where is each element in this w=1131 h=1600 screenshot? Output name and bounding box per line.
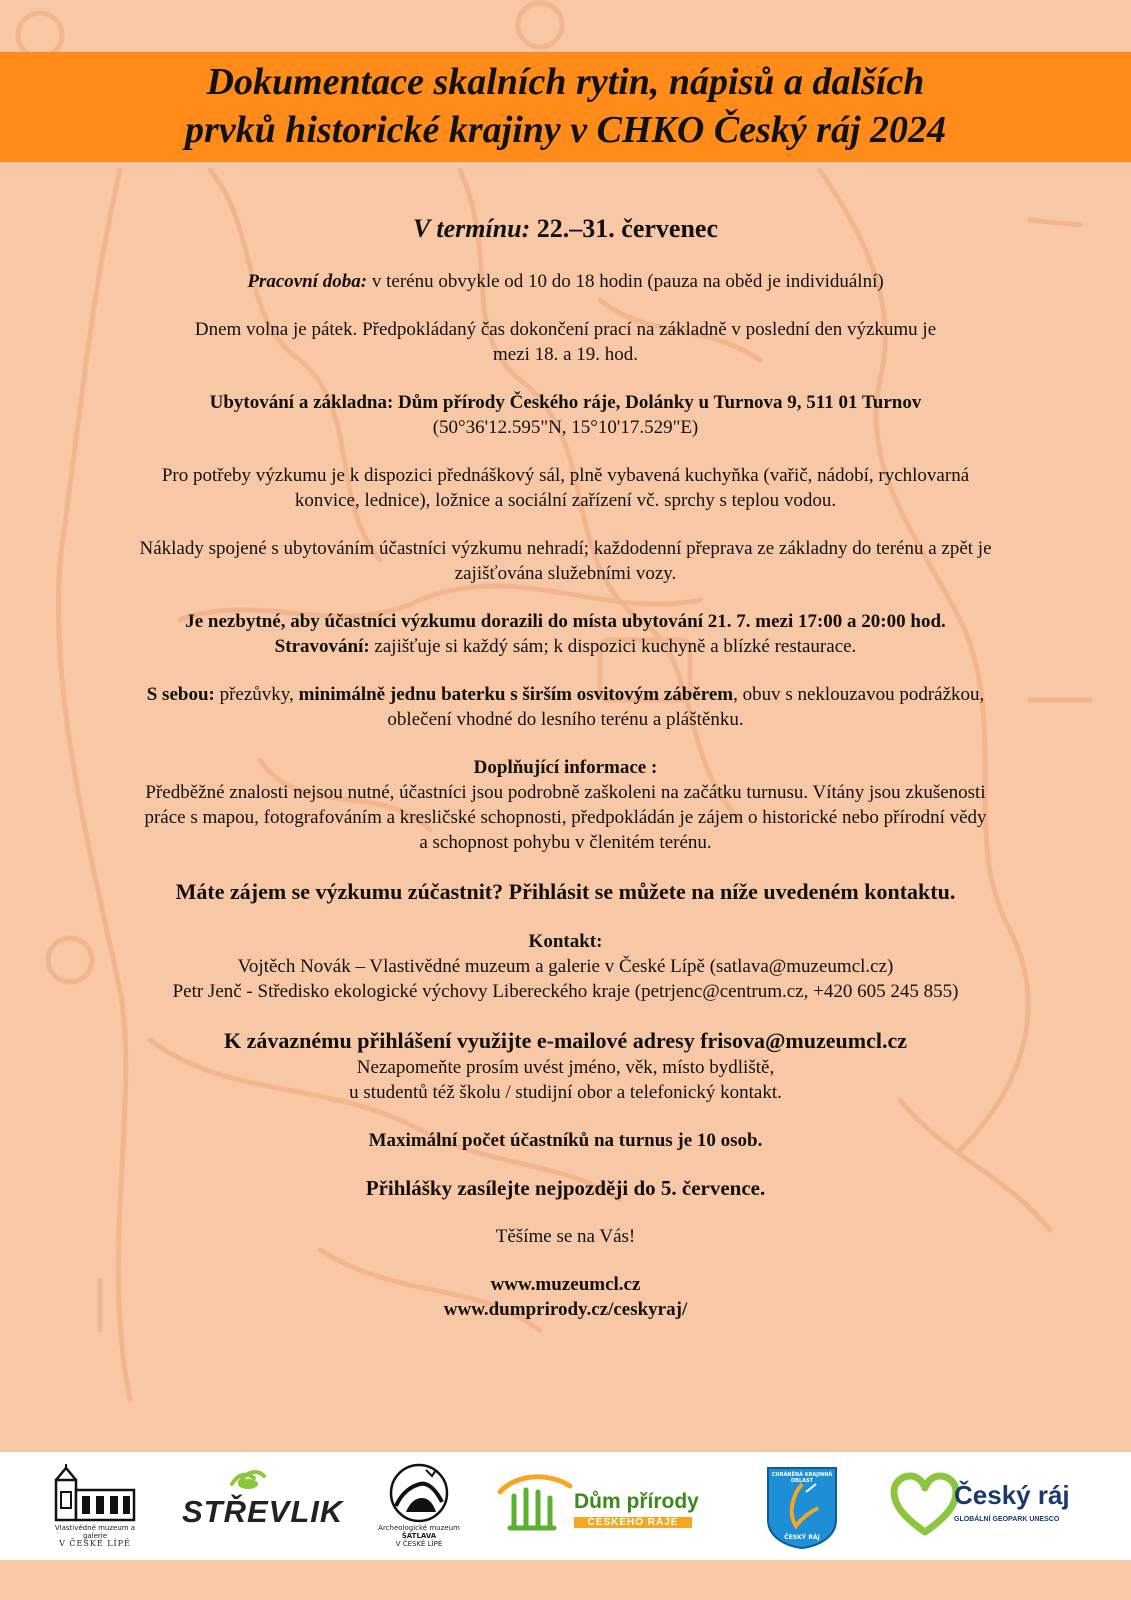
geopark-subtitle: GLOBÁLNÍ GEOPARK UNESCO [954, 1516, 1060, 1523]
hand-icon [496, 1466, 576, 1536]
arrival-info: Je nezbytné, aby účastníci výzkumu dorazili do místa ubytování 21. 7. mezi 17:00 a 20:00 hod. [185, 611, 946, 632]
registration-heading: K závaznému přihlášení využijte e-mailové adresy frisova@muzeumcl.cz [224, 1028, 907, 1053]
geopark-logo [890, 1462, 1080, 1550]
dum-prirody-wordmark: Dům přírody [574, 1490, 699, 1513]
arrival-meals-info: Je nezbytné, aby účastníci výzkumu dorazili do místa ubytování 21. 7. mezi 17:00 a 20:00 hod. Stravování: zajišťuje si každý sám; k dispozici kuchyně a blízké restaurace. [185, 611, 946, 657]
working-hours: Pracovní doba: v terénu obvykle od 10 do 18 hodin (pauza na oběd je individuální) [247, 271, 884, 292]
museum-building-icon [50, 1462, 140, 1524]
page-title: Dokumentace skalních rytin, nápisů a dalších prvků historické krajiny v CHKO Český ráj 2024 [184, 61, 947, 151]
geopark-wordmark: Český ráj [954, 1480, 1070, 1510]
chko-ring-text: CHRÁNĚNÁ KRAJINNÁ OBLAST [771, 1472, 833, 1484]
contact-info: Kontakt: Vojtěch Novák – Vlastivědné muzeum a galerie v České Lípě (satlava@muzeumcl.cz) Petr Jenč - Středisko ekologické výchovy Libereckého kraje (petrjenc@centrum.cz, +420 605 245 855) [172, 931, 959, 1002]
day-off-info: Dnem volna je pátek. Předpokládaný čas dokončení prací na základně v poslední den výzkumu je mezi 18. a 19. hod. [194, 319, 937, 365]
accommodation-info: Ubytování a základna: Dům přírody Českého ráje, Dolánky u Turnova 9, 511 01 Turnov (50°36'12.595"N, 15°10'17.529"E) [209, 392, 922, 438]
registration-info: K závaznému přihlášení využijte e-mailové adresy frisova@muzeumcl.cz Nezapomeňte prosím uvést jméno, věk, místo bydliště, u studentů též školu / studijní obor a telefonický kontakt. [224, 1028, 907, 1103]
term-value: 22.–31. červenec [536, 214, 718, 243]
bring-info: S sebou: přezůvky, minimálně jednu baterku s širším osvitovým záběrem, obuv s neklouzavou podrážkou, oblečení vhodné do lesního terénu a pláštěnku. [146, 684, 985, 730]
dum-prirody-logo [496, 1462, 706, 1550]
title-banner [0, 52, 1131, 162]
term-line [40, 212, 1091, 246]
costs-info: Náklady spojené s ubytováním účastníci výzkumu nehradí; každodenní přeprava ze základny do terénu a zpět je zajišťována služebními vozy. [139, 538, 992, 584]
additional-heading: Doplňující informace : [473, 757, 658, 778]
strevlik-logo [182, 1462, 344, 1550]
max-participants: Maximální počet účastníků na turnus je 10 osob. [368, 1130, 763, 1151]
website-link-dumprirody[interactable]: www.dumprirody.cz/ceskyraj/ [443, 1299, 688, 1320]
greeting: Těšíme se na Vás! [495, 1226, 636, 1247]
satlava-emblem-icon [376, 1462, 462, 1524]
main-content [40, 212, 1091, 1322]
additional-info: Doplňující informace : Předběžné znalosti nejsou nutné, účastníci jsou podrobně zaškoleni na začátku turnusu. Vítány jsou zkušenosti práce s mapou, fotografováním a kresličské schopnosti, předpokládán je zájem o historické nebo přírodní vědy a schopnost pohybu v členitém terénu. [144, 757, 987, 853]
deadline: Přihlášky zasílejte nejpozději do 5. července. [365, 1176, 766, 1200]
satlava-logo: Archeologické muzeum ŠATLAVA V ČESKÉ LÍPĚ [376, 1462, 462, 1550]
chko-logo [762, 1462, 842, 1550]
chko-bottom-text: ČESKÝ RÁJ [784, 1534, 820, 1541]
interest-callout: Máte zájem se výzkumu zúčastnit? Přihlásit se můžete na níže uvedeném kontaktu. [175, 879, 956, 904]
contact-heading: Kontakt: [528, 931, 603, 952]
website-link-muzeum[interactable]: www.muzeumcl.cz [490, 1274, 641, 1295]
museum-logo: Vlastivědné muzeum a galerie V ČESKÉ LÍPĚ [50, 1462, 140, 1550]
partner-logos-bar [0, 1452, 1131, 1560]
heart-icon [890, 1472, 960, 1538]
dum-prirody-subtitle: ČESKÉHO RÁJE [574, 1517, 692, 1528]
strevlik-wordmark: STŘEVLIK [182, 1494, 344, 1529]
term-label: V termínu: [413, 214, 531, 243]
facilities-info: Pro potřeby výzkumu je k dispozici přednáškový sál, plně vybavená kuchyňka (vařič, nádobí, rychlovarná konvice, lednice), ložnice a sociální zařízení vč. sprchy s teplou vodou. [161, 465, 970, 511]
